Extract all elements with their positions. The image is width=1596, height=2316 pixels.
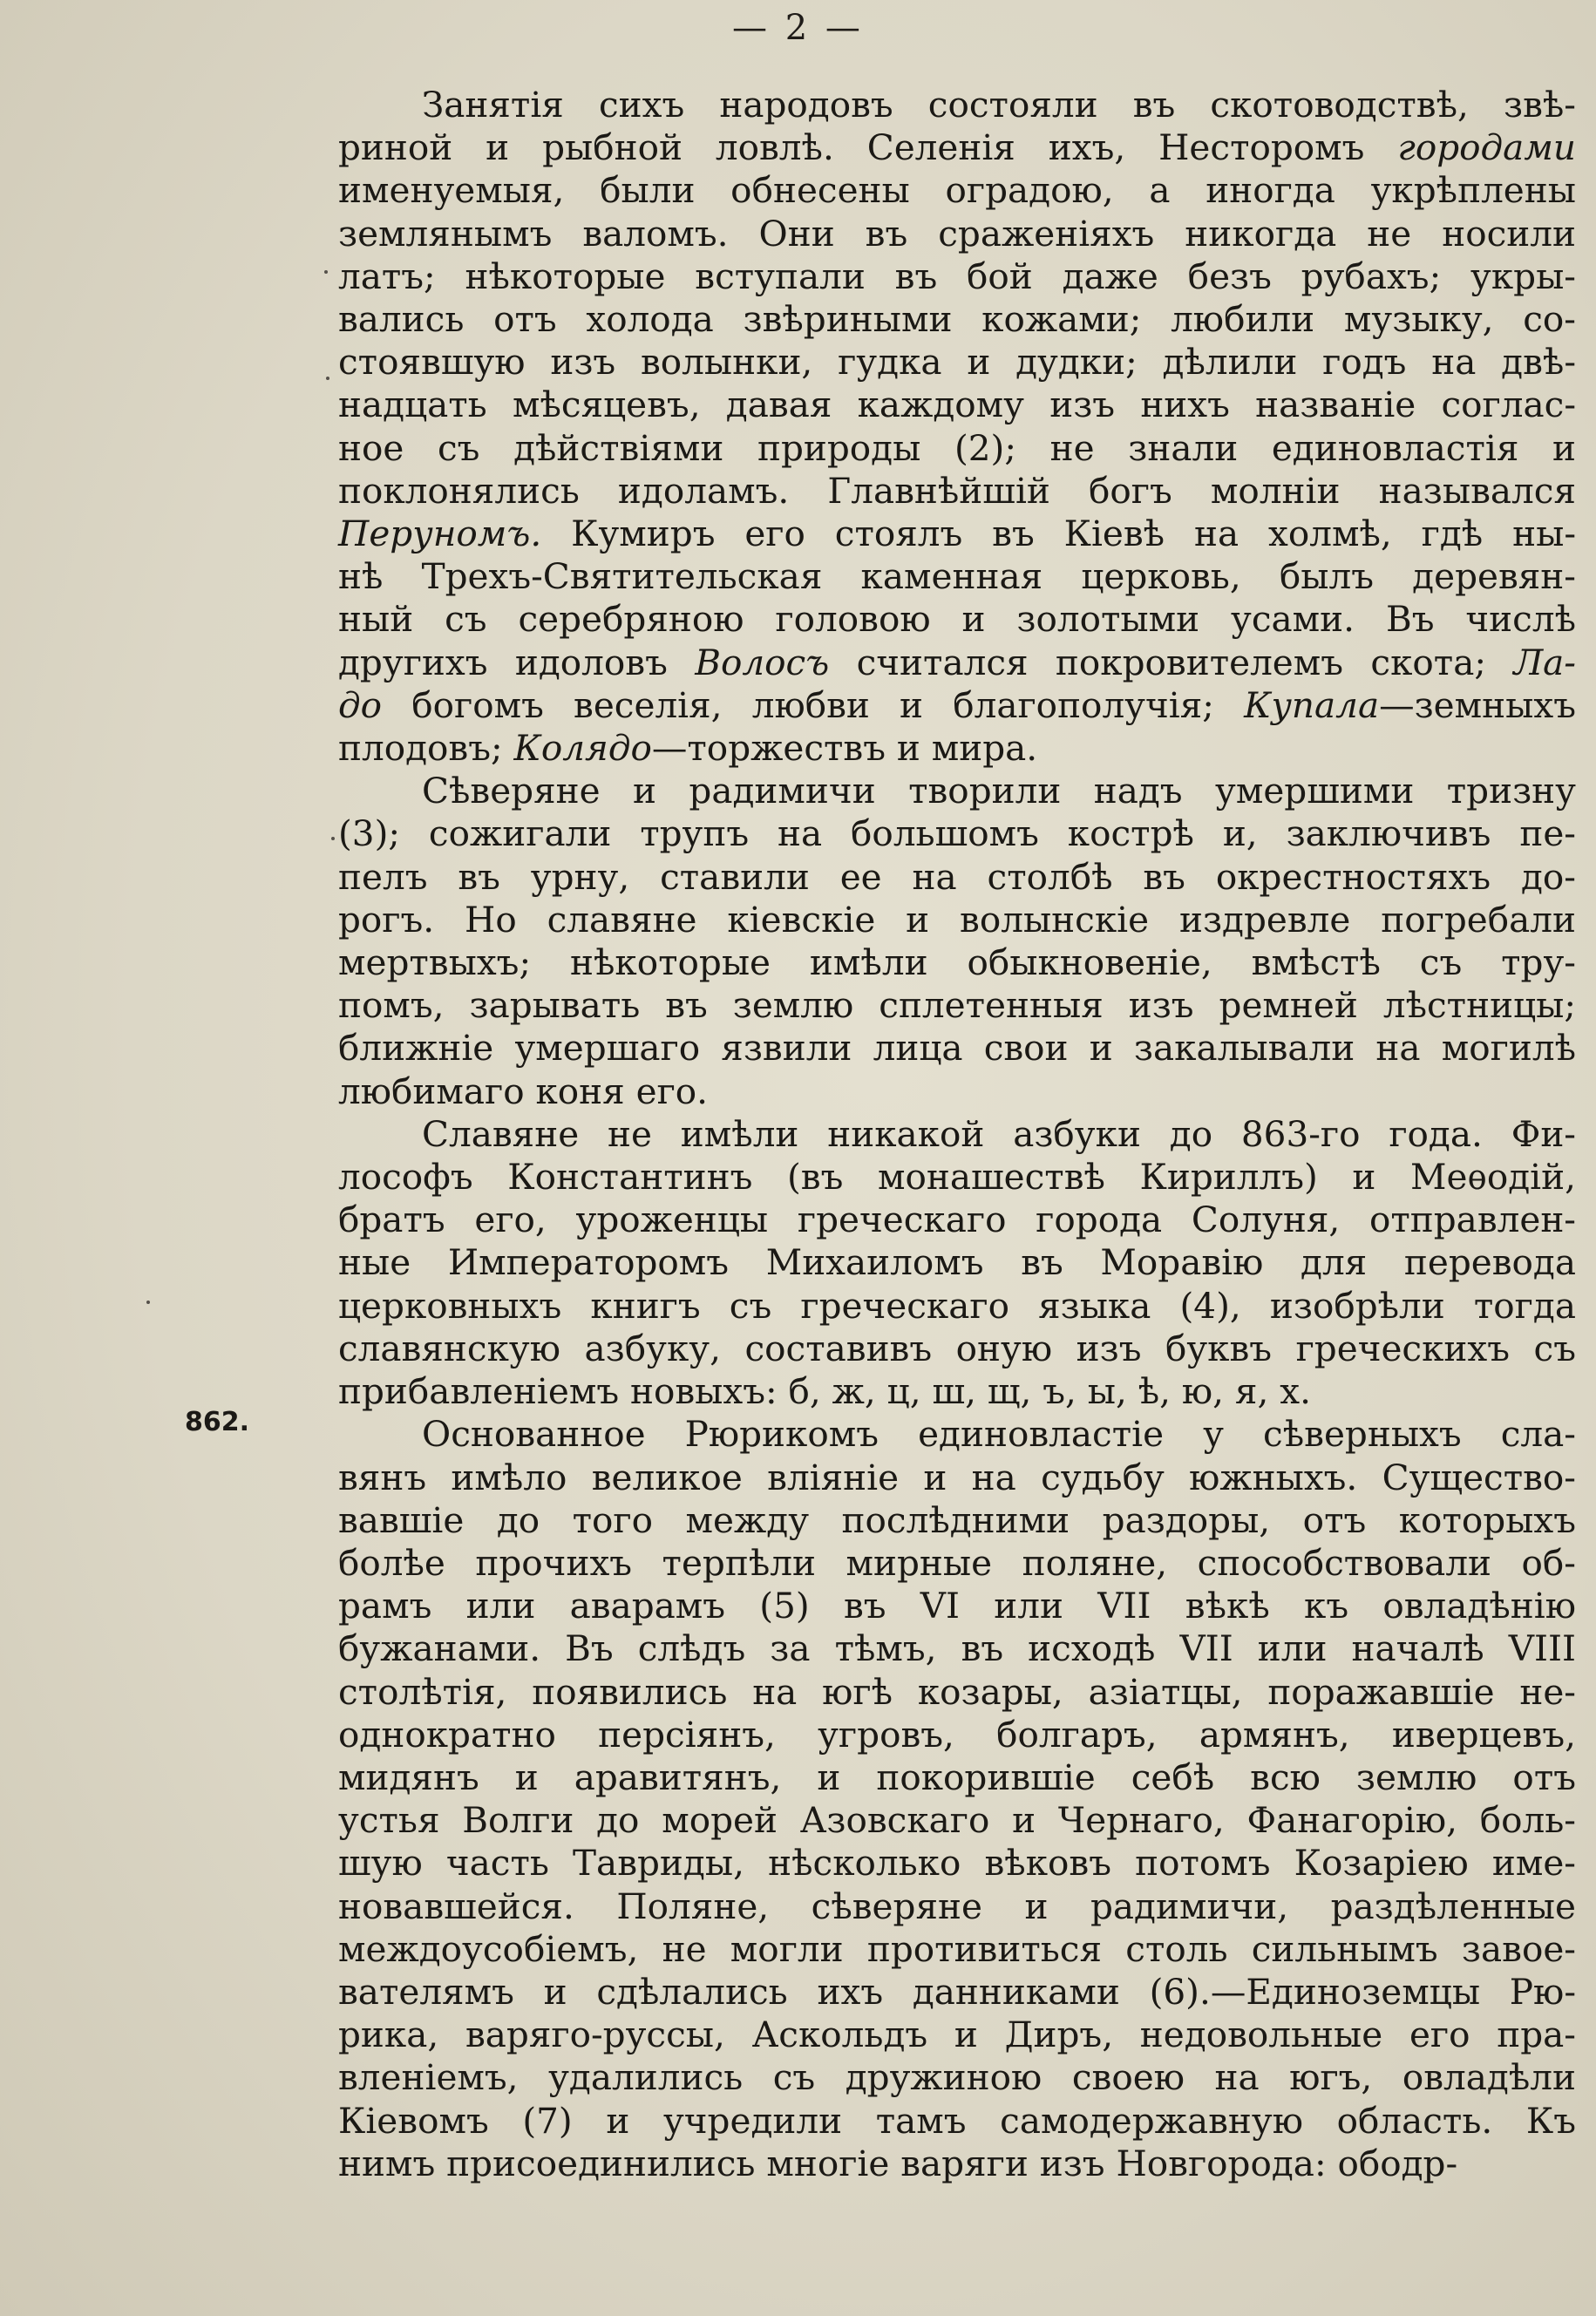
paragraph-alphabet (338, 1113, 1576, 1413)
text-line: Основанное Рюрикомъ единовластіе у сѣверныхъ сла- (422, 1413, 1576, 1456)
text-line: вавшіе до того между послѣдними раздоры, отъ которыхъ (338, 1498, 1576, 1541)
text-line: ные Императоромъ Михаиломъ въ Моравію для перевода (338, 1241, 1576, 1284)
text-line: нѣ Трехъ-Святительская каменная церковь, былъ деревян- (338, 555, 1576, 598)
text-line: (3); сожигали трупъ на большомъ кострѣ и, заключивъ пе- (338, 812, 1576, 855)
text-line: Кіевомъ (7) и учредили тамъ самодержавную область. Къ (338, 2099, 1576, 2142)
text-line: церковныхъ книгъ съ греческаго языка (4), изобрѣли тогда (338, 1284, 1576, 1327)
text-line: мертвыхъ; нѣкоторые имѣли обыкновеніе, вмѣстѣ съ тру- (338, 941, 1576, 984)
text-column (338, 84, 1576, 2185)
page-number: — 2 — (732, 8, 864, 48)
text-line: рика, варяго-руссы, Аскольдъ и Диръ, недовольные его пра- (338, 2014, 1576, 2056)
text-line: рамъ или аварамъ (5) въ VI или VII вѣкѣ къ овладѣнію (338, 1585, 1576, 1627)
text-line: прибавленіемъ новыхъ: б, ж, ц, ш, щ, ъ, ы, ѣ, ю, я, х. (338, 1370, 1311, 1413)
text-line: другихъ идоловъ Волосъ считался покровителемъ скота; Ла- (338, 641, 1576, 683)
paper-speck (146, 1301, 150, 1304)
text-line: болѣе прочихъ терпѣли мирные поляне, способствовали об- (338, 1541, 1576, 1584)
text-line: бужанами. Въ слѣдъ за тѣмъ, въ исходѣ VII или началѣ VIII (338, 1627, 1576, 1670)
text-line: братъ его, уроженцы греческаго города Солуня, отправлен- (338, 1199, 1576, 1241)
text-line: ближніе умершаго язвили лица свои и закалывали на могилѣ (338, 1027, 1576, 1070)
text-line: шую часть Тавриды, нѣсколько вѣковъ потомъ Козаріею име- (338, 1842, 1576, 1885)
text-line: землянымъ валомъ. Они въ сраженіяхъ никогда не носили (338, 212, 1576, 255)
text-line: ное съ дѣйствіями природы (2); не знали единовластія и (338, 426, 1576, 469)
text-line: пелъ въ урну, ставили ее на столбѣ въ окрестностяхъ до- (338, 855, 1576, 898)
text-line: нимъ присоединились многіе варяги изъ Новгорода: ободр- (338, 2142, 1458, 2184)
text-line: вателямъ и сдѣлались ихъ данниками (6).—Единоземцы Рю- (338, 1970, 1576, 2013)
text-line: Перуномъ. Кумиръ его стоялъ въ Кіевѣ на холмѣ, гдѣ ны- (338, 513, 1576, 555)
text-line: плодовъ; Колядо—торжествъ и мира. (338, 727, 1038, 770)
margin-year-note: 862. (185, 1407, 250, 1437)
text-line: ный съ серебряною головою и золотыми усами. Въ числѣ (338, 598, 1576, 641)
text-line: помъ, зарывать въ землю сплетенныя изъ ремней лѣстницы; (338, 984, 1576, 1027)
paragraph-occupations (338, 84, 1576, 770)
text-line: вленіемъ, удалились съ дружиною своею на югъ, овладѣли (338, 2056, 1576, 2099)
text-line: до богомъ веселія, любви и благополучія; Купала—земныхъ (338, 683, 1576, 726)
text-line: новавшейся. Поляне, сѣверяне и радимичи, раздѣленные (338, 1885, 1576, 1927)
text-line: поклонялись идоламъ. Главнѣйшій богъ молніи назывался (338, 469, 1576, 512)
text-line: мидянъ и аравитянъ, и покорившіе себѣ всю землю отъ (338, 1756, 1576, 1798)
paragraph-rurik-rule (338, 1413, 1576, 2185)
paragraph-burial-customs (338, 770, 1576, 1113)
paper-speck (326, 377, 329, 380)
text-line: риной и рыбной ловлѣ. Селенія ихъ, Несторомъ городами (338, 126, 1576, 169)
text-line: столѣтія, появились на югѣ козары, азіатцы, поражавшіе не- (338, 1670, 1576, 1713)
text-line: вянъ имѣло великое вліяніе и на судьбу южныхъ. Существо- (338, 1456, 1576, 1498)
paper-speck (324, 270, 328, 274)
paper-speck (331, 837, 335, 840)
text-line: надцать мѣсяцевъ, давая каждому изъ нихъ названіе соглас- (338, 384, 1576, 426)
text-line: Славяне не имѣли никакой азбуки до 863-го года. Фи- (422, 1112, 1576, 1155)
text-line: любимаго коня его. (338, 1070, 709, 1112)
text-line: вались отъ холода звѣриными кожами; любили музыку, со- (338, 298, 1576, 341)
text-line: латъ; нѣкоторые вступали въ бой даже безъ рубахъ; укры- (338, 255, 1576, 297)
text-line: именуемыя, были обнесены оградою, а иногда укрѣплены (338, 169, 1576, 212)
text-line: однократно персіянъ, угровъ, болгаръ, армянъ, иверцевъ, (338, 1713, 1576, 1756)
text-line: устья Волги до морей Азовскаго и Чернаго, Фанагорію, боль- (338, 1799, 1576, 1842)
text-line: славянскую азбуку, составивъ оную изъ буквъ греческихъ съ (338, 1327, 1576, 1369)
text-line: Сѣверяне и радимичи творили надъ умершими тризну (422, 770, 1576, 812)
text-line: стоявшую изъ волынки, гудка и дудки; дѣлили годъ на двѣ- (338, 341, 1576, 384)
text-line: лософъ Константинъ (въ монашествѣ Кириллъ) и Меѳодій, (338, 1156, 1576, 1199)
text-line: рогъ. Но славяне кіевскіе и волынскіе издревле погребали (338, 898, 1576, 941)
text-line: Занятія сихъ народовъ состояли въ скотоводствѣ, звѣ- (422, 84, 1576, 126)
text-line: междоусобіемъ, не могли противиться столь сильнымъ завое- (338, 1927, 1576, 1970)
